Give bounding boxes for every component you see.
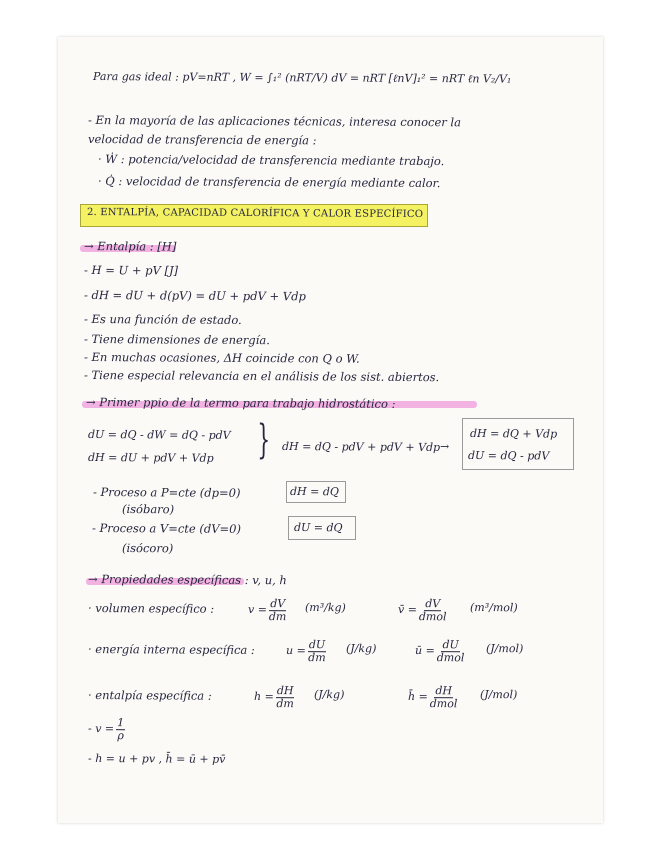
property-unit: (m³/kg) <box>304 601 346 615</box>
property-label: · entalpía específica : <box>87 688 212 703</box>
property-formula: h = $\frac{dH}{dm}$ <box>253 684 294 710</box>
process-note: (isócoro) <box>121 541 174 556</box>
text-line: velocidad de transferencia de energía : <box>87 132 317 148</box>
property-formula: u = $\frac{dU}{dm}$ <box>285 638 326 664</box>
property-unit: (J/mol) <box>485 642 524 656</box>
text-line: - Tiene dimensiones de energía. <box>83 332 270 348</box>
bullet-line: · Q̇ : velocidad de transferencia de energía mediante calor. <box>97 174 441 191</box>
process-note: (isóbaro) <box>121 502 175 517</box>
first-law-heading: → Primer ppio de la termo para trabajo hidrostático : <box>85 395 396 411</box>
enthalpy-definition: - H = U + pV [J] <box>83 263 179 278</box>
property-label: · energía interna específica : <box>87 642 255 658</box>
property-formula: v̄ = $\frac{dV}{\text{dmol}}$ <box>397 597 447 623</box>
text-line: - Tiene especial relevancia en el análisis de los sist. abiertos. <box>83 368 440 385</box>
text-line: - Es una función de estado. <box>83 312 242 327</box>
property-unit: (J/mol) <box>479 688 518 702</box>
equation: dH = dQ + Vdp <box>469 427 558 441</box>
equation: dH = dQ <box>289 485 339 499</box>
density-relation: - v = $\frac{1}{\rho}$ <box>87 716 125 742</box>
enthalpy-specific-relation: - h = u + pv , h̄ = ū + pv̄ <box>87 752 226 766</box>
ideal-gas-work-line: Para gas ideal : pV=nRT , W = ∫₁² (nRT/V) dV = nRT [ℓnV]₁² = nRT ℓn V₂/V₁ <box>92 70 512 86</box>
equation: dH = dU + pdV + Vdp <box>87 451 214 465</box>
text-line: - En la mayoría de las aplicaciones técnicas, interesa conocer la <box>87 113 462 130</box>
text-line: - En muchas ocasiones, ΔH coincide con Q o W. <box>83 350 360 366</box>
properties-heading: → Propiedades específicas : v, u, h <box>87 572 287 588</box>
equation: dU = dQ <box>293 521 343 535</box>
process-line: - Proceso a V=cte (dV=0) <box>91 521 242 536</box>
section-title: 2. ENTALPÍA, CAPACIDAD CALORÍFICA Y CALOR ESPECÍFICO <box>86 207 424 221</box>
curly-brace: } <box>257 417 271 463</box>
enthalpy-differential: - dH = dU + d(pV) = dU + pdV + Vdp <box>83 288 306 304</box>
equation: dU = dQ - dW = dQ - pdV <box>87 428 231 442</box>
bullet-line: · Ẇ : potencia/velocidad de transferencia mediante trabajo. <box>97 152 445 169</box>
property-formula: ū = $\frac{dU}{\text{dmol}}$ <box>414 638 465 664</box>
arrow-icon: → <box>439 440 450 454</box>
process-line: - Proceso a P=cte (dp=0) <box>92 485 241 500</box>
property-formula: h̄ = $\frac{dH}{\text{dmol}}$ <box>407 684 458 710</box>
property-unit: (J/kg) <box>313 688 345 702</box>
property-formula: v = $\frac{dV}{dm}$ <box>247 597 287 623</box>
enthalpy-heading: → Entalpía : [H] <box>83 239 177 254</box>
equation: dH = dQ - pdV + pdV + Vdp <box>281 440 441 454</box>
property-unit: (m³/mol) <box>469 601 518 615</box>
property-label: · volumen específico : <box>87 601 215 616</box>
equation: dU = dQ - pdV <box>467 449 550 463</box>
property-unit: (J/kg) <box>345 642 377 656</box>
